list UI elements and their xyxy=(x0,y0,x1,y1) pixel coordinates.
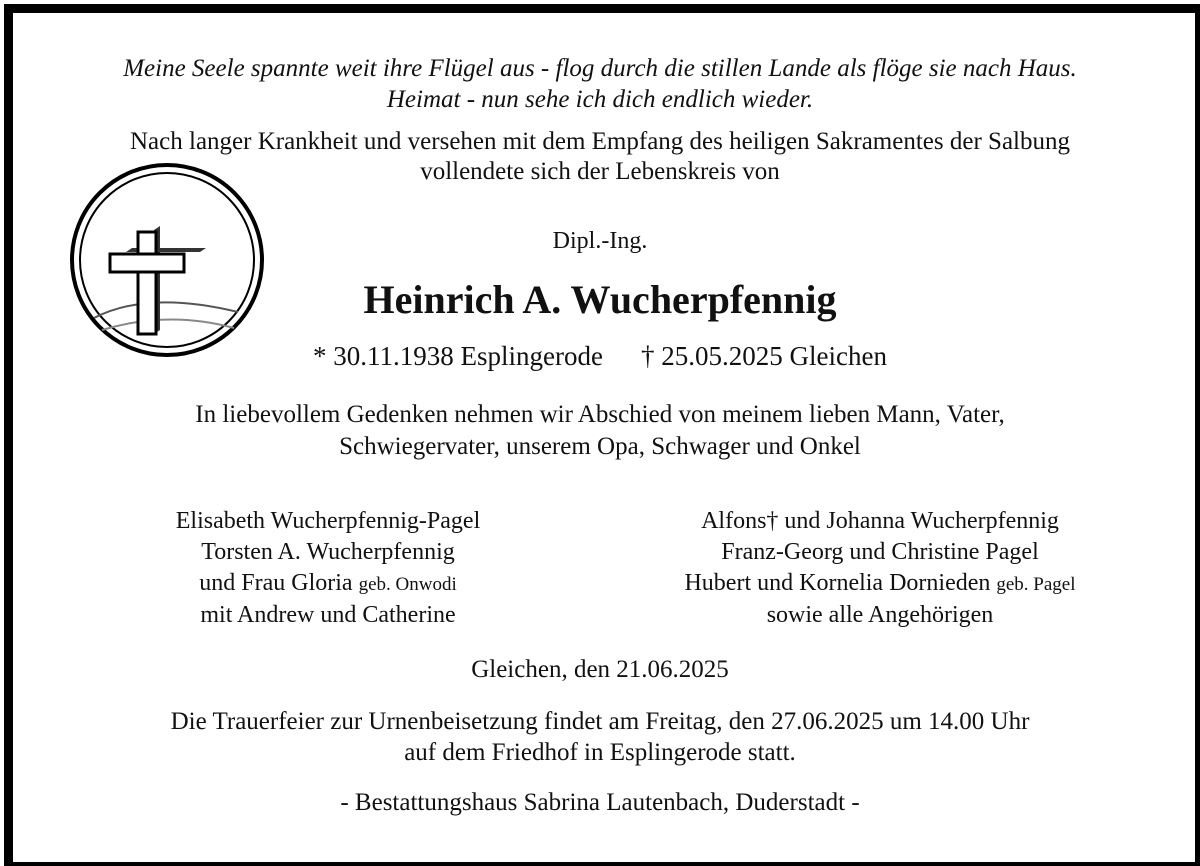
ceremony-line-2: auf dem Friedhof in Esplingerode statt. xyxy=(404,739,796,766)
motto xyxy=(0,53,1200,115)
intro-line-1: Nach langer Krankheit und versehen mit dem Empfang des heiligen Sakramentes der Salbung xyxy=(130,128,1070,155)
motto-line-2: Heimat - nun sehe ich dich endlich wieder. xyxy=(386,86,814,113)
mourner-line: mit Andrew und Catherine xyxy=(200,602,456,628)
motto-line-1: Meine Seele spannte weit ihre Flügel aus - flog durch die stillen Lande als flöge sie nach Haus. xyxy=(123,55,1077,82)
life-dates xyxy=(0,340,1200,372)
cross-on-hill-icon xyxy=(58,160,276,360)
maiden-name: geb. Pagel xyxy=(996,574,1076,595)
maiden-name: geb. Onwodi xyxy=(358,574,457,595)
mourners-right-column xyxy=(620,506,1140,631)
deceased-name: Heinrich A. Wucherpfennig xyxy=(363,277,837,322)
farewell-line-2: Schwiegervater, unserem Opa, Schwager und Onkel xyxy=(339,433,861,460)
ceremony-info xyxy=(0,706,1200,768)
undertaker: - Bestattungshaus Sabrina Lautenbach, Duderstadt - xyxy=(340,789,860,816)
mourner-line: sowie alle Angehörigen xyxy=(766,602,994,628)
place-and-date: Gleichen, den 21.06.2025 xyxy=(471,656,729,683)
ceremony-line-1: Die Trauerfeier zur Urnenbeisetzung findet am Freitag, den 27.06.2025 um 14.00 Uhr xyxy=(170,708,1030,735)
mourner-line xyxy=(98,568,558,600)
mourner-line: Elisabeth Wucherpfennig-Pagel xyxy=(175,508,481,534)
farewell-text xyxy=(0,399,1200,463)
intro-text xyxy=(0,127,1200,187)
mourner-name: und Frau Gloria xyxy=(199,570,353,596)
death-date: † 25.05.2025 Gleichen xyxy=(641,341,887,371)
mourner-line xyxy=(620,568,1140,600)
mourner-name: Hubert und Kornelia Dornieden xyxy=(684,570,991,596)
mourner-line: Alfons† und Johanna Wucherpfennig xyxy=(701,508,1059,534)
farewell-line-1: In liebevollem Gedenken nehmen wir Abschied von meinem lieben Mann, Vater, xyxy=(195,401,1005,428)
mourner-line: Franz-Georg und Christine Pagel xyxy=(721,539,1039,565)
birth-date: * 30.11.1938 Esplingerode xyxy=(313,341,603,371)
academic-title: Dipl.-Ing. xyxy=(552,228,648,254)
mourners-left-column xyxy=(98,506,558,631)
intro-line-2: vollendete sich der Lebenskreis von xyxy=(420,158,780,185)
mourner-line: Torsten A. Wucherpfennig xyxy=(201,539,455,565)
